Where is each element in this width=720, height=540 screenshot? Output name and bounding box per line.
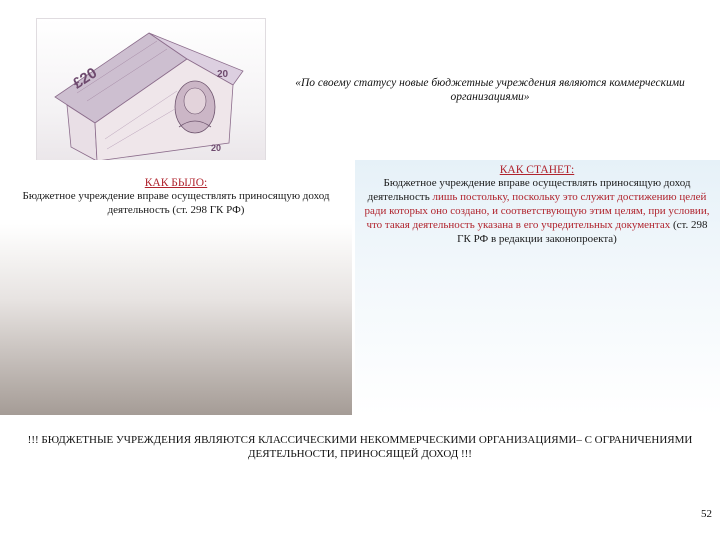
after-text (364, 176, 710, 246)
banknote-corner-value: 20 (211, 143, 222, 153)
banknote-value-right: 20 (217, 69, 229, 80)
banknote-house-illustration (37, 19, 267, 174)
before-text: Бюджетное учреждение вправе осуществлять приносящую доход деятельность (ст. 298 ГК РФ) (22, 190, 330, 216)
banknote-house-photo (36, 18, 266, 173)
after-text-part-1: Бюджетное учреждение вправе осуществлять приносящую доход деятельность (367, 177, 691, 203)
conclusion-text: !!! БЮДЖЕТНЫЕ УЧРЕЖДЕНИЯ ЯВЛЯЮТСЯ КЛАССИЧЕСКИМИ НЕКОММЕРЧЕСКИМИ ОРГАНИЗАЦИЯМИ– С ОГРАНИЧЕНИЯМИ ДЕЯТЕЛЬНОСТИ, ПРИНОСЯЩЕЙ ДОХОД !!! (27, 434, 693, 460)
after-heading: КАК СТАНЕТ: (499, 164, 575, 176)
banknote-value-left: £20 (69, 64, 101, 93)
before-heading: КАК БЫЛО: (144, 177, 208, 189)
slide-quote: «По своему статусу новые бюджетные учреждения являются коммерческими организациями» (295, 77, 685, 103)
before-section (0, 177, 352, 217)
page-number: 52 (701, 508, 712, 520)
after-text-highlight: лишь постольку, поскольку это служит достижению целей ради которых оно создано, и соответствующую этим целям, при условии, что такая деятельность указана в его учредительных документах (364, 191, 710, 231)
after-text-part-3: (ст. 298 ГК РФ в редакции законопроекта) (457, 219, 708, 245)
after-section (364, 164, 710, 246)
